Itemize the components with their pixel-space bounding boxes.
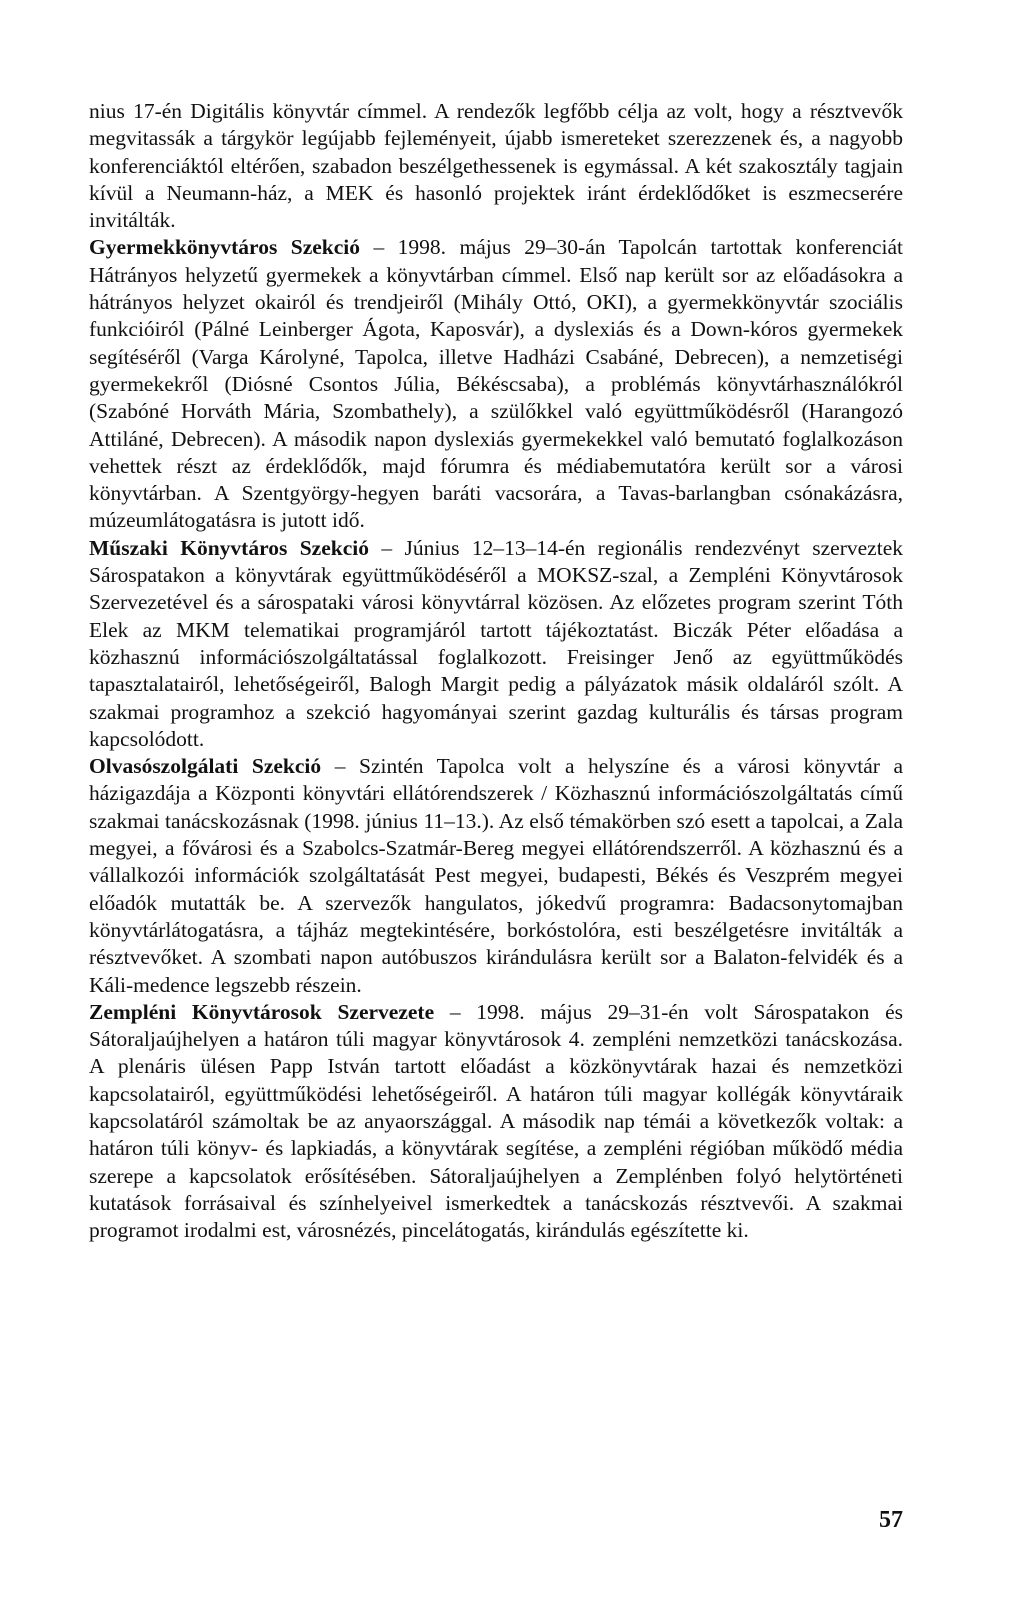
page-number: 57 [879, 1507, 903, 1533]
paragraph-muszaki-text: – Június 12–13–14-én regionális rendezvényt szerveztek Sárospatakon a könyvtárak együttműködéséről a MOKSZ-szal, a Zempléni Könyvtárosok Szervezetével és a sárospataki városi könyvtárral közösen. Az előzetes program szerint Tóth Elek az MKM telematikai programjáról tartott tájékoztatást. Biczák Péter előadása a közhasznú információszolgáltatással foglalkozott. Freisinger Jenő az együttműködés tapasztalatairól, lehetőségeiről, Balogh Margit pedig a pályázatok másik oldaláról szólt. A szakmai programhoz a szekció hagyományai szerint gazdag kulturális és társas program kapcsolódott. [89, 535, 903, 751]
section-heading-zempleni: Zempléni Könyvtárosok Szervezete [89, 999, 435, 1024]
paragraph-zempleni-text: – 1998. május 29–31-én volt Sárospatakon és Sátoraljaújhelyen a határon túli magyar könyvtárosok 4. zempléni nemzetközi tanácskozása. A plenáris ülésen Papp István tartott előadást a közkönyvtárak hazai és nemzetközi kapcsolatairól, együttműködési lehetőségeiről. A határon túli magyar kollégák könyvtáraik kapcsolatáról számoltak be az anyaországgal. A második nap témái a következők voltak: a határon túli könyv- és lapkiadás, a könyvtárak segítése, a zempléni régióban működő média szerepe a kapcsolatok erősítésében. Sátoraljaújhelyen a Zemplénben folyó helytörténeti kutatások forrásaival és színhelyeivel ismerkedtek a tanácskozás résztvevői. A szakmai programot irodalmi est, városnézés, pincelátogatás, kirándulás egészítette ki. [89, 999, 903, 1243]
section-heading-gyermekkonyvtaros: Gyermekkönyvtáros Szekció [89, 235, 361, 260]
paragraph-gyermekkonyvtaros-text: – 1998. május 29–30-án Tapolcán tartottak konferenciát Hátrányos helyzetű gyermekek a könyvtárban címmel. Első nap került sor az előadásokra a hátrányos helyzet okairól és trendjeiről (Mihály Ottó, OKI), a gyermekkönyvtár szociális funkcióiról (Pálné Leinberger Ágota, Kaposvár), a dyslexiás és a Down-kóros gyermekek segítéséről (Varga Károlyné, Tapolca, illetve Hadházi Csabáné, Debrecen), a nemzetiségi gyermekekről (Diósné Csontos Júlia, Békéscsaba), a problémás könyvtárhasználókról (Szabóné Horváth Mária, Szombathely), a szülőkkel való együttműködésről (Harangozó Attiláné, Debrecen). A második napon dyslexiás gyermekekkel való bemutató foglalkozáson vehettek részt az érdeklődők, majd fórumra és médiabemutatóra került sor a városi könyvtárban. A Szentgyörgy-hegyen baráti vacsorára, a Tavas-barlangban csónakázásra, múzeumlátogatásra is jutott idő. [89, 235, 903, 533]
paragraph-zempleni [89, 999, 903, 1245]
paragraph-muszaki [89, 535, 903, 753]
page-body [89, 98, 903, 1244]
section-heading-olvasoszolgalati: Olvasószolgálati Szekció [89, 754, 322, 779]
paragraph-intro [89, 98, 903, 234]
paragraph-gyermekkonyvtaros [89, 234, 903, 534]
paragraph-olvasoszolgalati-text: – Szintén Tapolca volt a helyszíne és a városi könyvtár a házigazdája a Központi könyvtári ellátórendszerek / Közhasznú információszolgáltatás című szakmai tanácskozásnak (1998. június 11–13.). Az első témakörben szó esett a tapolcai, a Zala megyei, a fővárosi és a Szabolcs-Szatmár-Bereg megyei ellátórendszerről. A közhasznú és a vállalkozói információk szolgáltatását Pest megyei, budapesti, Békés és Veszprém megyei előadók mutatták be. A szervezők hangulatos, jókedvű programra: Badacsonytomajban könyvtárlátogatásra, a tájház megtekintésére, borkóstolóra, esti beszélgetésre invitálták a résztvevőket. A szombati napon autóbuszos kirándulásra került sor a Balaton-felvidék és a Káli-medence legszebb részein. [89, 754, 904, 997]
section-heading-muszaki: Műszaki Könyvtáros Szekció [89, 535, 369, 560]
paragraph-intro-text: nius 17-én Digitális könyvtár címmel. A rendezők legfőbb célja az volt, hogy a résztvevők megvitassák a tárgykör legújabb fejleményeit, újabb ismereteket szerezzenek és, a nagyobb konferenciáktól eltérően, szabadon beszélgethessenek is egymással. A két szakosztály tagjain kívül a Neumann-ház, a MEK és hasonló projektek iránt érdeklődőket is eszmecserére invitálták. [89, 99, 903, 233]
paragraph-olvasoszolgalati [89, 753, 903, 999]
